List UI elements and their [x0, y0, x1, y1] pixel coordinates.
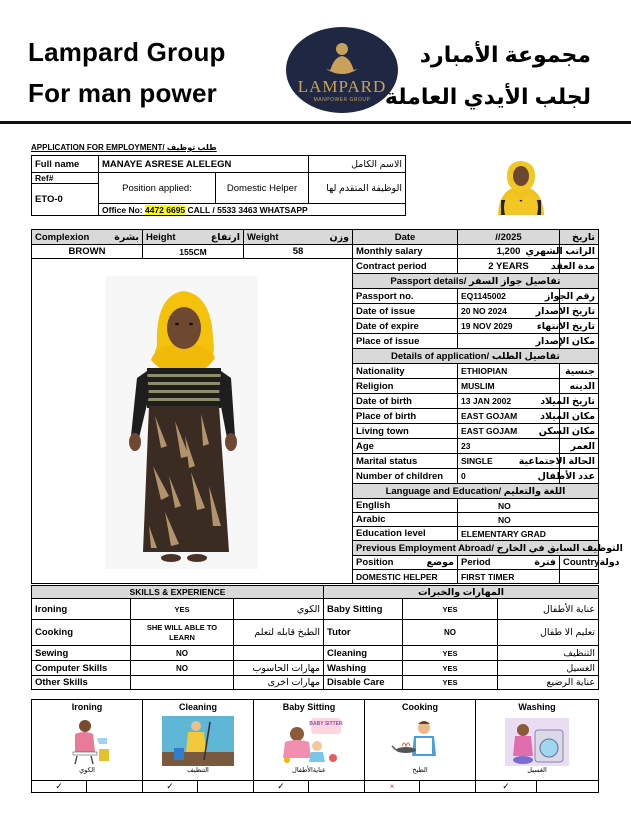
application-title: APPLICATION FOR EMPLOYMENT/ طلب توظيف: [31, 143, 217, 152]
passport-row: Date of expire 19 NOV 2029 تاريخ الانتهاء: [32, 319, 599, 334]
date-value: //2025: [458, 230, 560, 245]
passport-row: Place of issue مكان الإصدار: [32, 334, 599, 349]
full-name-value: MANAYE ASRESE ALELEGN: [99, 156, 309, 173]
passport-row: Date of issue 20 NO 2024 تاريخ الاصدار: [32, 304, 599, 319]
cleaning-icon: [162, 716, 234, 766]
height-ar: ارتفاع: [210, 231, 240, 243]
complexion-value: BROWN: [32, 245, 143, 259]
cooking-icon: [392, 716, 448, 766]
application-row: Marital status SINGLE الحالة الاجتماعية: [32, 454, 599, 469]
weight-ar: وزن: [329, 231, 349, 243]
prev-country-label: Country: [563, 557, 600, 568]
skill-card-cooking: Cooking الطبخ: [365, 700, 476, 781]
baby-poster-text: BABY SITTER: [309, 721, 343, 727]
company-name-en-1: Lampard Group: [28, 37, 226, 67]
applicant-photo-small: [461, 156, 581, 215]
period-ar: مدة العقد: [560, 259, 599, 274]
logo-subtitle: MANPOWER GROUP: [313, 97, 371, 103]
period-label: Contract period: [353, 259, 458, 274]
prev-period-ar: فترة: [534, 557, 557, 568]
office-number: 4472 6695: [144, 204, 186, 215]
skill-row: Ironing YES الكوي Baby Sitting YES عناية الأطفال: [32, 599, 599, 620]
ironing-icon: [59, 716, 115, 766]
babysitting-icon: [273, 716, 345, 766]
office-line: Office No: 4472 6695 CALL / 5533 3463 WHATSAPP: [99, 204, 406, 216]
language-row: Arabic NO: [32, 513, 599, 527]
date-label: Date: [353, 230, 458, 245]
weight-value: 58: [244, 245, 353, 259]
company-name-ar-2: لجلب الأيدي العاملة: [384, 84, 591, 109]
skill-row: Cooking SHE WILL ABLE TO LEARN الطبخ قابله لتعلم Tutor NO تعليم الا طفال: [32, 620, 599, 646]
language-row: Education level ELEMENTARY GRAD: [32, 527, 599, 541]
prev-country-value: [560, 570, 599, 584]
prev-period-value: FIRST TIMER: [458, 570, 560, 584]
prev-position-value: DOMESTIC HELPER: [353, 570, 458, 584]
salary-label: Monthly salary: [353, 245, 458, 259]
prev-period-label: Period: [461, 557, 491, 568]
skill-card-washing: Washing الغسيل: [476, 700, 599, 781]
previous-section-title: Previous Employment Abroad/ التوظيف السابق في الخارج: [353, 541, 599, 556]
ref-code: ETO-0: [32, 184, 99, 216]
company-name-en-2: For man power: [28, 78, 217, 108]
skill-row: Computer Skills NO مهارات الحاسوب Washing YES الغسيل: [32, 661, 599, 676]
skill-icons-table: [31, 699, 599, 793]
date-ar: تاريخ: [560, 230, 599, 245]
logo-name: LAMPARD: [297, 77, 387, 96]
prev-position-ar: موضع: [426, 557, 454, 568]
application-row: Religion MUSLIM الدينه: [32, 379, 599, 394]
weight-label: Weight: [247, 231, 279, 243]
salary-ar: الراتب الشهري: [560, 245, 599, 259]
cleaning-check: ✓: [143, 781, 198, 793]
skill-row: Sewing NO Cleaning YES التنظيف: [32, 646, 599, 661]
washing-check: ✓: [476, 781, 537, 793]
skill-card-babysitting: Baby Sitting BABY SITTER عنايةالأطفال: [254, 700, 365, 781]
position-label: Position applied:: [99, 173, 216, 204]
complexion-label: Complexion: [35, 231, 90, 243]
application-row: Number of children 0 عدد الأطفال: [32, 469, 599, 484]
skills-table: [31, 585, 599, 690]
language-section-title: Language and Education/ اللغة والتعليم: [353, 484, 599, 499]
height-value: 155CM: [143, 245, 244, 259]
prev-position-label: Position: [356, 557, 394, 568]
skills-title-en: SKILLS & EXPERIENCE: [32, 586, 324, 599]
company-name-ar-1: مجموعة الأمبارد: [419, 42, 591, 67]
cooking-cross: ×: [365, 781, 420, 793]
position-value: Domestic Helper: [216, 173, 309, 204]
skill-row: Other Skills مهارات اخرى Disable Care YES عناية الرضيع: [32, 676, 599, 690]
skills-title-ar: المهارات والخبرات: [324, 586, 599, 599]
passport-row: Passport no. EQ1145002 رقم الجواز: [32, 289, 599, 304]
height-label: Height: [146, 231, 176, 243]
ironing-check: ✓: [32, 781, 87, 793]
woman-silhouette-icon: [324, 39, 360, 75]
application-row: Age 23 العمر: [32, 439, 599, 454]
language-row: English NO: [32, 499, 599, 513]
header-divider: [0, 121, 631, 124]
passport-section-title: Passport details/ تفاصيل جواز السفر: [353, 274, 599, 289]
application-row: Nationality ETHIOPIAN جنسية: [32, 364, 599, 379]
company-logo: [286, 27, 398, 113]
period-value: 2 YEARS: [458, 259, 560, 274]
application-row: Living town EAST GOJAM مكان السكن: [32, 424, 599, 439]
prev-country-ar: دولة: [599, 557, 620, 568]
applicant-photo-full: [105, 276, 258, 569]
babysitting-check: ✓: [254, 781, 309, 793]
ref-label: Ref#: [32, 173, 99, 184]
position-ar: الوظيفة المتقدم لها: [309, 173, 406, 204]
full-name-ar: الاسم الكامل: [309, 156, 406, 173]
skill-card-ironing: Ironing الكوي: [32, 700, 143, 781]
skill-card-cleaning: Cleaning التنظيف: [143, 700, 254, 781]
application-section-title: Details of application/ تفاصيل الطلب: [353, 349, 599, 364]
salary-value: 1,200: [458, 245, 560, 259]
complexion-ar: بشرة: [114, 231, 139, 243]
application-row: Place of birth EAST GOJAM مكان الميلاد: [32, 409, 599, 424]
full-name-label: Full name: [32, 156, 99, 173]
washing-icon: [501, 716, 573, 766]
application-row: Date of birth 13 JAN 2002 تاريخ الميلاد: [32, 394, 599, 409]
